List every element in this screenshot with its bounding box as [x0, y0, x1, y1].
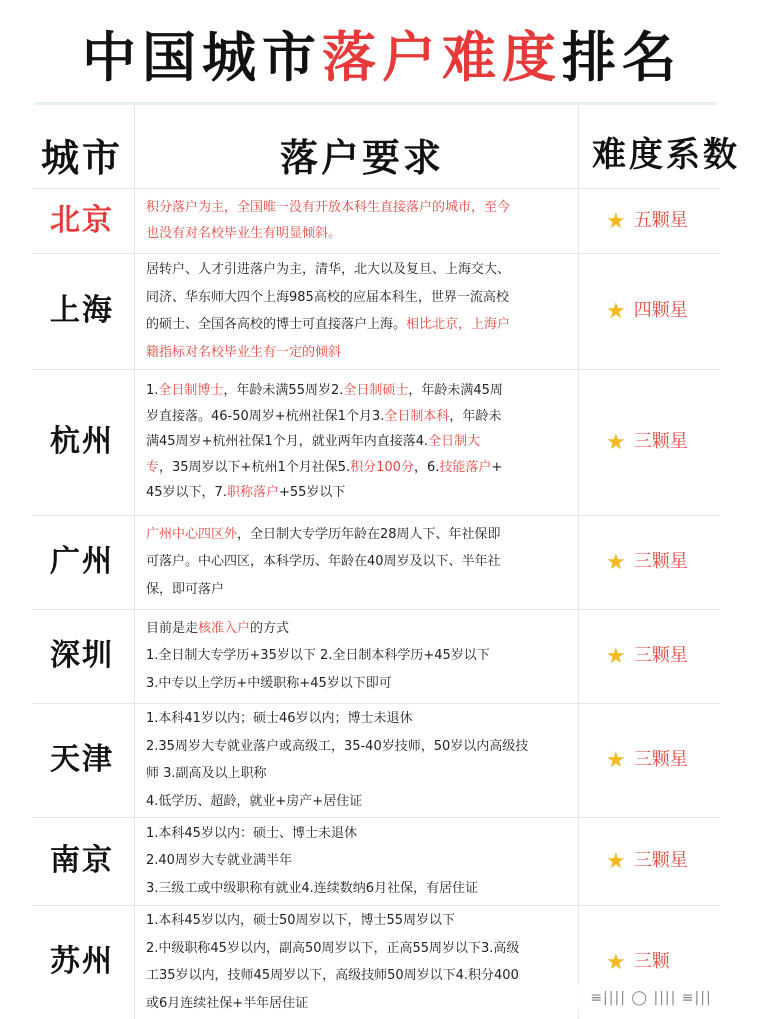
difficulty-rating	[606, 297, 726, 325]
requirement-text	[146, 705, 584, 815]
highlight-text: 全日制硕士	[343, 383, 409, 399]
difficulty-rating	[606, 746, 726, 774]
requirement-line	[146, 429, 584, 455]
requirement-line	[146, 962, 584, 990]
column-divider	[134, 105, 135, 1019]
title-part-1: 中国城市	[82, 26, 322, 89]
difficulty-label: 三颗星	[633, 551, 688, 572]
highlight-text: 广州中心四区外	[146, 526, 238, 542]
star-icon: ★	[606, 748, 626, 773]
row-divider	[32, 703, 720, 704]
city-name: 深圳	[50, 638, 114, 673]
requirement-line	[146, 935, 584, 963]
page-title	[0, 18, 764, 98]
city-name: 苏州	[50, 944, 114, 979]
plain-text: 目前是走	[146, 620, 199, 636]
plain-text: 工35岁以内，技师45周岁以下，高级技师50周岁以下4.积分400	[146, 968, 519, 983]
row-divider	[32, 817, 720, 818]
requirement-line	[146, 760, 584, 788]
watermark: ≡|||| ◯ |||| ≡|||	[566, 985, 736, 1011]
row-divider	[32, 253, 720, 254]
title-divider	[34, 102, 716, 105]
difficulty-label: 三颗	[633, 951, 670, 972]
difficulty-label: 四颗星	[633, 300, 688, 321]
requirement-line	[146, 284, 584, 312]
star-icon: ★	[606, 550, 626, 575]
plain-text: ，35周岁以下+杭州1个月社保5.	[159, 459, 351, 475]
plain-text: 1.本科41岁以内；硕士46岁以内；博士未退休	[146, 711, 413, 726]
plain-text: 1.全日制大专学历+35岁以下 2.全日制本科学历+45岁以下	[146, 648, 490, 664]
difficulty-label: 五颗星	[633, 209, 688, 231]
star-icon: ★	[606, 208, 626, 234]
plain-text: 3.三级工或中级职称有就业4.连续数纳6月社保，有居住证	[146, 880, 479, 896]
requirement-line	[146, 642, 584, 670]
requirement-line	[146, 576, 584, 604]
city-name: 广州	[50, 544, 114, 579]
requirement-line	[146, 521, 584, 549]
plain-text: 的方式	[250, 620, 290, 636]
title-part-2: 落户难度	[322, 26, 562, 89]
city-name: 天津	[50, 742, 114, 777]
difficulty-label: 三颗星	[633, 645, 688, 666]
title-part-3: 排名	[562, 26, 682, 89]
difficulty-rating	[606, 847, 726, 875]
requirement-line	[146, 788, 584, 816]
plain-text: 1.本科45岁以内：硕士、博士未退休	[146, 825, 357, 841]
requirement-line	[146, 705, 584, 733]
plain-text: 居转户、人才引进落户为主，清华，北大以及复旦、上海交大、	[146, 262, 511, 277]
difficulty-rating	[606, 428, 726, 456]
requirement-text	[146, 820, 584, 903]
plain-text: 同济、华东师大四个上海985高校的应届本科生，世界一流高校	[146, 289, 509, 305]
header-requirement: 落户要求	[279, 136, 444, 180]
star-icon: ★	[606, 644, 626, 669]
plain-text: ，年龄未满55周岁2.	[223, 383, 344, 399]
difficulty-rating	[606, 548, 726, 576]
requirement-line	[146, 221, 584, 247]
plain-text: 2.中级职称45岁以内，副高50周岁以下，正高55周岁以下3.高级	[146, 940, 520, 956]
row-divider	[32, 905, 720, 906]
header-divider	[32, 188, 720, 189]
highlight-text: 职称落户	[226, 485, 279, 501]
requirement-text	[146, 256, 584, 366]
plain-text: 可落户。中心四区，本科学历、年龄在40周岁及以下、半年社	[146, 554, 501, 570]
row-divider	[32, 369, 720, 370]
requirement-line	[146, 378, 584, 404]
plain-text: 保，即可落户	[146, 581, 225, 597]
plain-text: 岁直接落。46-50周岁+杭州社保1个月3.	[146, 408, 385, 424]
city-name: 杭州	[50, 424, 114, 459]
highlight-text: 全日制本科	[384, 408, 450, 424]
requirement-text	[146, 378, 584, 506]
highlight-text: 也没有对名校毕业生有明显倾斜。	[146, 225, 342, 241]
difficulty-rating	[606, 948, 726, 976]
highlight-text: 全日制大	[428, 434, 481, 450]
plain-text: 1.	[146, 383, 159, 399]
plain-text: 的硕士、全国各高校的博士可直接落户上海。	[146, 317, 407, 332]
highlight-text: 全日制博士	[158, 383, 224, 399]
plain-text: 满45周岁+杭州社保1个月，就业两年内直接落4.	[146, 434, 429, 450]
highlight-text: 籍指标对名校毕业生有一定的倾斜	[146, 344, 342, 360]
requirement-text	[146, 521, 584, 604]
requirement-line	[146, 615, 584, 643]
requirement-line	[146, 875, 584, 903]
difficulty-label: 三颗星	[633, 431, 688, 452]
plain-text: 师 3.副高及以上职称	[146, 766, 267, 781]
requirement-line	[146, 990, 584, 1018]
star-icon: ★	[606, 299, 626, 324]
star-icon: ★	[606, 430, 626, 455]
difficulty-label: 三颗星	[633, 749, 688, 770]
plain-text: 1.本科45岁以内，硕士50周岁以下，博士55周岁以下	[146, 913, 456, 928]
highlight-text: 积分100分	[350, 459, 414, 475]
city-name: 上海	[50, 293, 114, 328]
plain-text: 2.40周岁大专就业满半年	[146, 853, 292, 869]
requirement-line	[146, 548, 584, 576]
plain-text: 或6月连续社保+半年居住证	[146, 995, 309, 1011]
requirement-text	[146, 195, 584, 247]
requirement-line	[146, 907, 584, 935]
plain-text: 3.中专以上学历+中缓职称+45岁以下即可	[146, 675, 392, 691]
star-icon: ★	[606, 849, 626, 874]
plain-text: +	[491, 459, 503, 475]
difficulty-label: 三颗星	[633, 850, 688, 871]
city-name: 北京	[50, 202, 114, 238]
plain-text: +55岁以下	[278, 485, 346, 501]
plain-text: ，年龄未	[449, 408, 502, 424]
highlight-text: 专	[146, 459, 160, 475]
header-city: 城市	[40, 136, 123, 180]
plain-text: 4.低学历、超龄，就业+房产+居住证	[146, 793, 363, 809]
row-divider	[32, 609, 720, 610]
star-icon: ★	[606, 950, 626, 975]
highlight-text: 相比北京，上海户	[406, 317, 511, 332]
row-divider	[32, 515, 720, 516]
requirement-line	[146, 195, 584, 221]
highlight-text: 技能落户	[439, 459, 492, 475]
plain-text: 2.35周岁大专就业落户或高级工，35-40岁技师，50岁以内高级技	[146, 738, 529, 754]
requirement-line	[146, 733, 584, 761]
requirement-line	[146, 820, 584, 848]
city-name: 南京	[50, 843, 114, 878]
requirement-line	[146, 455, 584, 481]
requirement-text	[146, 615, 584, 698]
plain-text: ，6.	[413, 459, 440, 475]
highlight-text: 核准入户	[198, 620, 251, 636]
plain-text: ，年龄未满45周	[408, 383, 503, 399]
requirement-line	[146, 339, 584, 367]
difficulty-rating	[606, 207, 726, 235]
requirement-line	[146, 311, 584, 339]
requirement-line	[146, 480, 584, 506]
plain-text: ，全日制大专学历年龄在28周人下、年社保即	[237, 526, 501, 542]
requirement-line	[146, 670, 584, 698]
requirement-text	[146, 907, 584, 1017]
plain-text: 45岁以下，7.	[146, 485, 227, 501]
difficulty-rating	[606, 642, 726, 670]
requirement-line	[146, 847, 584, 875]
requirement-line	[146, 404, 584, 430]
requirement-line	[146, 256, 584, 284]
header-difficulty: 难度系数	[592, 135, 740, 175]
highlight-text: 积分落户为主，全国唯一没有开放本科生直接落户的城市，至今	[146, 199, 511, 215]
